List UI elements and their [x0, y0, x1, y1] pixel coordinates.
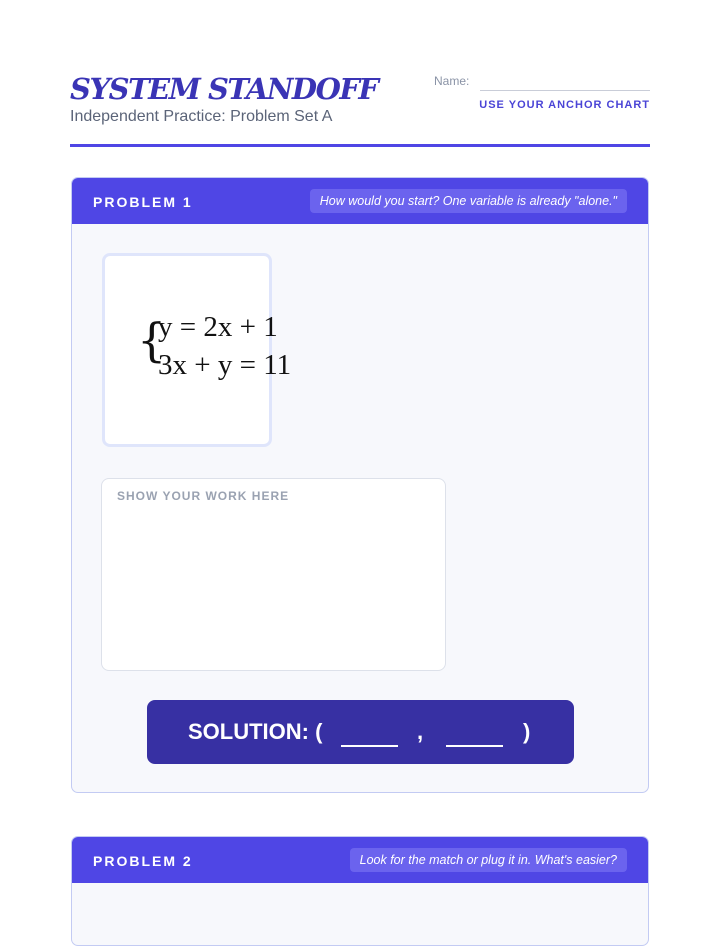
- worksheet-title: SYSTEM STANDOFF: [70, 72, 378, 106]
- solution-bar: [147, 700, 574, 764]
- problem-card-1: [71, 177, 649, 793]
- worksheet-subtitle: Independent Practice: Problem Set A: [70, 108, 333, 125]
- solution-close-paren: ): [523, 719, 531, 744]
- solution-separator: ,: [417, 719, 424, 744]
- equation-system-box: [102, 253, 292, 447]
- problem-label: PROBLEM 1: [93, 194, 193, 210]
- anchor-chart-note: USE YOUR ANCHOR CHART: [479, 99, 650, 111]
- problem-hint: Look for the match or plug it in. What's easier?: [350, 848, 627, 872]
- problem-card-2: [71, 836, 649, 946]
- name-field[interactable]: [480, 90, 650, 91]
- solution-y-blank[interactable]: [446, 745, 503, 747]
- work-area[interactable]: [101, 478, 446, 671]
- solution-label: SOLUTION: (: [188, 719, 323, 744]
- work-area-label: SHOW YOUR WORK HERE: [117, 489, 290, 503]
- header-divider: [70, 144, 650, 147]
- problem-label: PROBLEM 2: [93, 853, 193, 869]
- name-label: Name:: [434, 74, 470, 88]
- problem-hint: How would you start? One variable is already "alone.": [310, 189, 627, 213]
- equation-2: 3x + y = 11: [158, 349, 292, 381]
- problem-header: [72, 178, 648, 224]
- equation-1: y = 2x + 1: [158, 311, 278, 343]
- solution-x-blank[interactable]: [341, 745, 398, 747]
- system-brace: {: [137, 313, 167, 367]
- problem-header: [72, 837, 648, 883]
